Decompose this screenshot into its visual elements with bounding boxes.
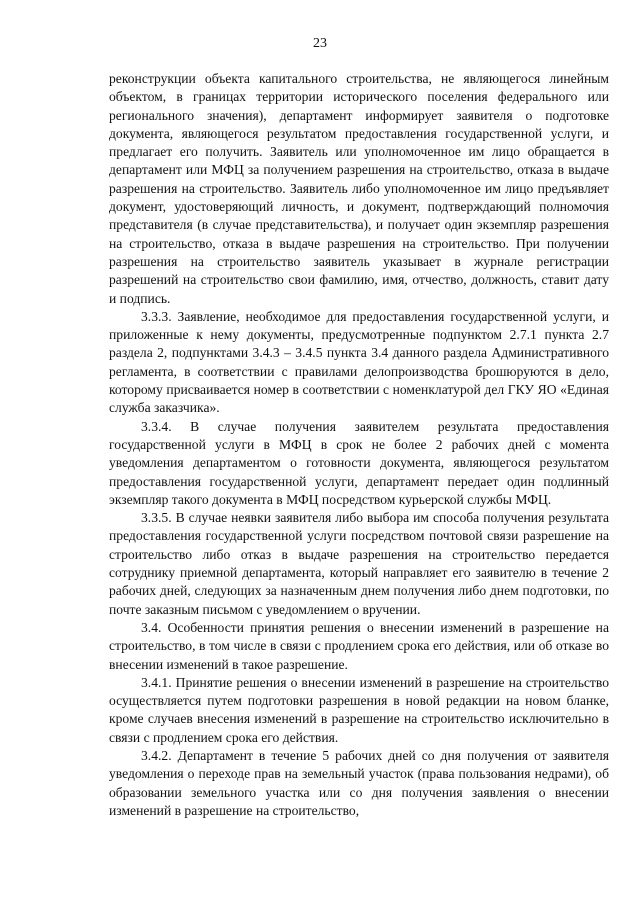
- paragraph-3-3-3: 3.3.3. Заявление, необходимое для предоставления государственной услуги, и приложенные к нему документы, предусмотренные подпунктом 2.7.1 пункта 2.7 раздела 2, подпунктами 3.4.3 – 3.4.5 пункта 3.4 данного раздела Административного регламента, в соответствии с правилами делопроизводства брошюруются в дело, которому присваивается номер в соответствии с номенклатурой дел ГКУ ЯО «Единая служба заказчика».: [109, 308, 609, 416]
- paragraph-3-4-2: 3.4.2. Департамент в течение 5 рабочих дней со дня получения от заявителя уведомления о переходе прав на земельный участок (права пользования недрами), об образовании земельного участка или со дня получения заявления о внесении изменений в разрешение на строительство,: [109, 747, 609, 818]
- paragraph-continuation: реконструкции объекта капитального строительства, не являющегося линейным объектом, в границах территории исторического поселения федерального или регионального значения), департамент информирует заявителя о подготовке документа, являющегося результатом предоставления государственной услуги, и предлагает его получить. Заявитель или уполномоченное им лицо обращается в департамент или МФЦ за получением разрешения на строительство, отказа в выдаче разрешения на строительство. Заявитель либо уполномоченное им лицо предъявляет документ, удостоверяющий личность, и документ, подтверждающий полномочия представителя (в случае представительства), и получает один экземпляр разрешения на строительство, отказа в выдаче разрешения на строительство. При получении разрешения на строительство заявитель указывает в журнале регистрации разрешений на строительство свои фамилию, имя, отчество, должность, ставит дату и подпись.: [109, 71, 609, 306]
- paragraph-3-4-1: 3.4.1. Принятие решения о внесении изменений в разрешение на строительство осуществляется путем подготовки разрешения в новой редакции на новом бланке, кроме случаев внесения изменений в разрешение на строительство исключительно в связи с продлением срока его действия.: [109, 674, 609, 745]
- page-number: 23: [313, 36, 327, 51]
- paragraph-3-4: 3.4. Особенности принятия решения о внесении изменений в разрешение на строительство, в том числе в связи с продлением срока его действия, или об отказе во внесении изменений в такое разрешение.: [109, 619, 609, 672]
- paragraph-3-3-4: 3.3.4. В случае получения заявителем результата предоставления государственной услуги в МФЦ в срок не более 2 рабочих дней с момента уведомления департаментом о готовности документа, являющегося результатом предоставления государственной услуги, департамент передает один подлинный экземпляр такого документа в МФЦ посредством курьерской службы МФЦ.: [109, 418, 609, 507]
- paragraph-3-3-5: 3.3.5. В случае неявки заявителя либо выбора им способа получения результата предоставления государственной услуги посредством почтовой связи разрешение на строительство либо отказ в выдаче разрешения на строительство передается сотруднику приемной департамента, который направляет его заявителю в течение 2 рабочих дней, следующих за назначенным днем получения либо днем подготовки, по почте заказным письмом с уведомлением о вручении.: [109, 510, 609, 617]
- document-body: [109, 70, 609, 820]
